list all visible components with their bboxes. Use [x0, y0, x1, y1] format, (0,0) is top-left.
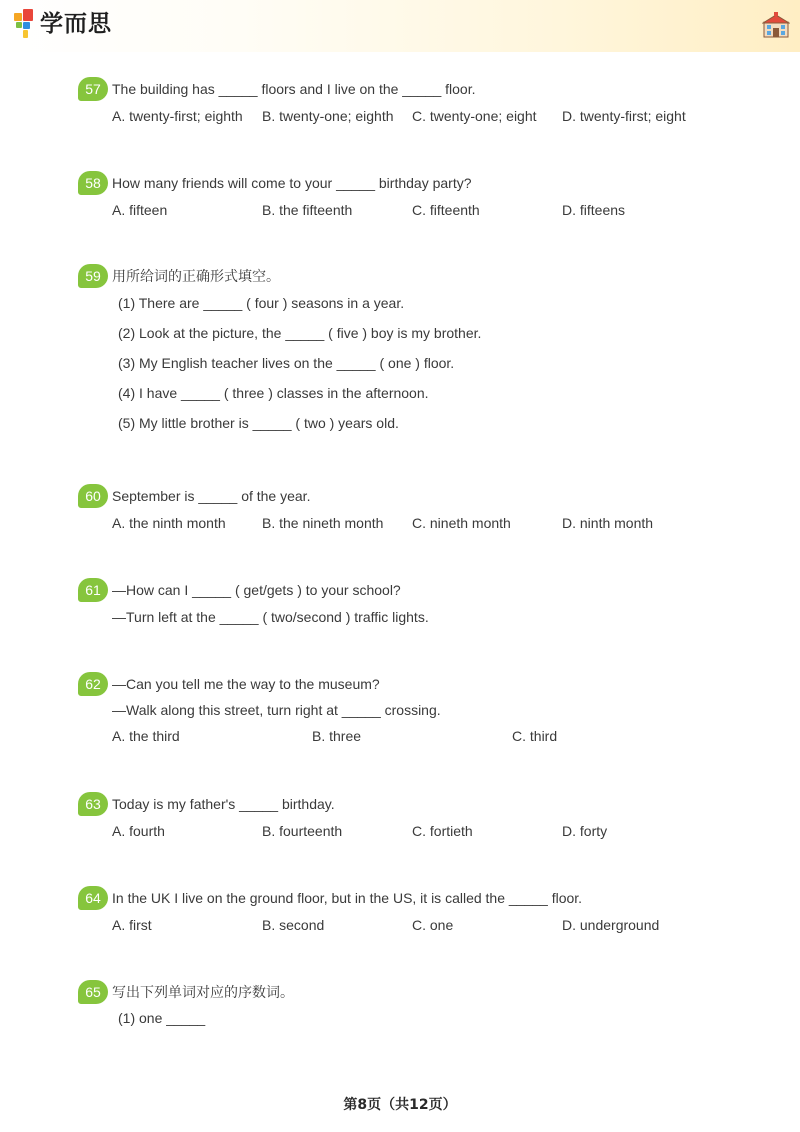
option-a: A. the ninth month	[112, 515, 226, 531]
sub-question-5: (5) My little brother is _____ ( two ) years old.	[118, 415, 399, 431]
option-c: C. fortieth	[412, 823, 473, 839]
question-number-badge: 63	[78, 792, 108, 816]
question-number-badge: 62	[78, 672, 108, 696]
option-d: D. fifteens	[562, 202, 626, 218]
sub-question-1: (1) one _____	[118, 1010, 206, 1026]
option-b: B. second	[262, 917, 325, 933]
sub-question-3: (3) My English teacher lives on the _____ ( one ) floor.	[118, 355, 455, 371]
question-stem: —Can you tell me the way to the museum?	[112, 676, 380, 692]
page-header	[0, 0, 800, 52]
question-number-badge: 64	[78, 886, 108, 910]
option-a: A. fifteen	[112, 202, 168, 218]
question-stem: —How can I _____ ( get/gets ) to your school?	[112, 582, 401, 598]
option-d: D. underground	[562, 917, 660, 933]
question-64	[78, 886, 738, 938]
question-63	[78, 792, 738, 844]
question-58	[78, 171, 738, 223]
option-c: C. twenty-one; eight	[412, 108, 537, 124]
question-stem: 用所给词的正确形式填空。	[112, 268, 280, 284]
question-59	[78, 264, 738, 434]
question-stem: How many friends will come to your _____ birthday party?	[112, 175, 472, 191]
option-d: D. forty	[562, 823, 608, 839]
option-a: A. twenty-first; eighth	[112, 108, 243, 124]
option-c: C. nineth month	[412, 515, 511, 531]
question-61	[78, 578, 738, 630]
option-a: A. first	[112, 917, 152, 933]
sub-question-4: (4) I have _____ ( three ) classes in the afternoon.	[118, 385, 429, 401]
school-building-icon	[762, 12, 790, 38]
question-65	[78, 980, 738, 1032]
question-60	[78, 484, 738, 536]
option-b: B. fourteenth	[262, 823, 343, 839]
page-number: 第8页（共12页）	[343, 1097, 457, 1113]
option-b: B. the nineth month	[262, 515, 384, 531]
brand-name: 学而思	[40, 11, 112, 37]
question-stem: 写出下列单词对应的序数词。	[112, 984, 294, 1000]
option-b: B. three	[312, 728, 362, 744]
option-d: D. ninth month	[562, 515, 654, 531]
brand-logo	[14, 9, 134, 39]
sub-question-1: (1) There are _____ ( four ) seasons in a year.	[118, 295, 405, 311]
question-stem: The building has _____ floors and I live on the _____ floor.	[112, 81, 476, 97]
option-a: A. the third	[112, 728, 180, 744]
question-stem: September is _____ of the year.	[112, 488, 311, 504]
question-number-badge: 60	[78, 484, 108, 508]
xueersi-logo-icon	[14, 9, 36, 39]
question-number-badge: 65	[78, 980, 108, 1004]
question-number-badge: 58	[78, 171, 108, 195]
question-stem: In the UK I live on the ground floor, but in the US, it is called the _____ floor.	[112, 890, 583, 906]
option-a: A. fourth	[112, 823, 165, 839]
option-c: C. one	[412, 917, 454, 933]
option-b: B. the fifteenth	[262, 202, 353, 218]
question-stem: Today is my father's _____ birthday.	[112, 796, 335, 812]
option-b: B. twenty-one; eighth	[262, 108, 394, 124]
option-c: C. third	[512, 728, 558, 744]
question-number-badge: 61	[78, 578, 108, 602]
question-57	[78, 77, 738, 129]
question-line-2: —Turn left at the _____ ( two/second ) traffic lights.	[112, 609, 429, 625]
question-line-2: —Walk along this street, turn right at _____ crossing.	[112, 702, 441, 718]
question-number-badge: 57	[78, 77, 108, 101]
question-62	[78, 672, 738, 750]
sub-question-2: (2) Look at the picture, the _____ ( five ) boy is my brother.	[118, 325, 482, 341]
option-d: D. twenty-first; eight	[562, 108, 686, 124]
option-c: C. fifteenth	[412, 202, 480, 218]
question-number-badge: 59	[78, 264, 108, 288]
